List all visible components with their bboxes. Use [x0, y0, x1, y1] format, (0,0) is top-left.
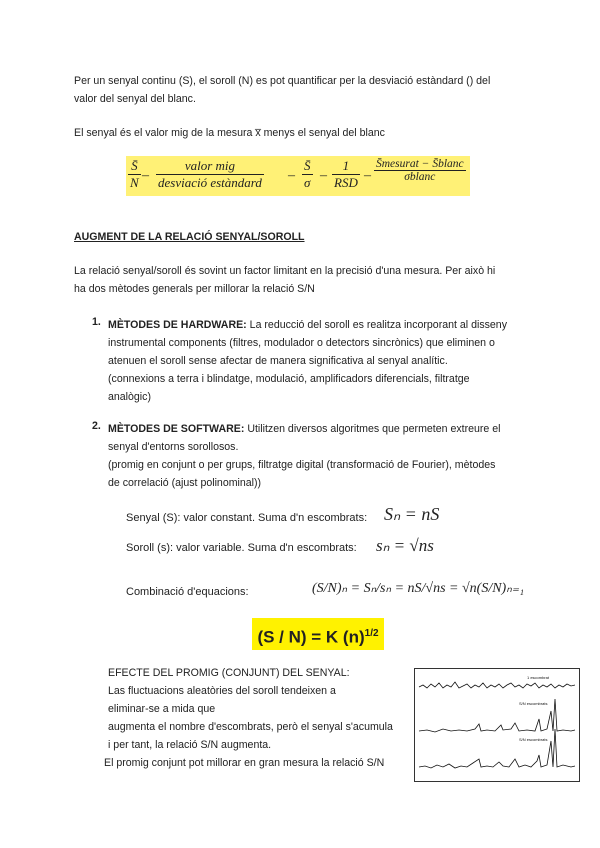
- equals-3: –: [320, 168, 327, 183]
- equals-2: –: [288, 168, 295, 183]
- list-item-1-line-1: MÈTODES DE HARDWARE: La reducció del soroll es realitza incorporant al disseny: [108, 319, 507, 331]
- section-heading: AUGMENT DE LA RELACIÓ SENYAL/SOROLL: [74, 231, 305, 243]
- graph-label-1: 1 escombrat: [527, 675, 550, 680]
- fraction-one-over-rsd: 1 RSD: [334, 158, 358, 190]
- graph-label-3: S/N escombrats: [519, 737, 548, 742]
- equals-1: –: [142, 168, 149, 183]
- promig-line-4: augmenta el nombre d'escombrats, però el senyal s'acumula: [108, 721, 393, 733]
- combination-label: Combinació d'equacions:: [126, 586, 249, 598]
- trace-3-escombrats: [419, 729, 575, 768]
- list-item-1-line-5: analògic): [108, 391, 151, 403]
- list-number-2: 2.: [92, 420, 101, 432]
- fraction-blank: S̄mesurat − S̄blanc σblanc: [376, 158, 464, 183]
- promig-line-6: El promig conjunt pot millorar en gran mesura la relació S/N: [104, 757, 385, 769]
- promig-line-2: Las fluctuacions aleatòries del soroll tendeixen a: [108, 685, 336, 697]
- soroll-equation: sₙ = √ns: [376, 536, 434, 555]
- senyal-equation: Sₙ = nS: [384, 504, 440, 524]
- list-item-2-line-3: (promig en conjunt o per grups, filtratge digital (transformació de Fourier), mètodes: [108, 459, 496, 471]
- fraction-mean-over-sd: valor mig desviació estàndard: [158, 158, 262, 190]
- intro-line-3: El senyal és el valor mig de la mesura x̅ menys el senyal del blanc: [74, 127, 385, 139]
- list-item-1-line-3: atenuen el soroll sense afectar de manera significativa al senyal analític.: [108, 355, 448, 367]
- list-number-1: 1.: [92, 316, 101, 328]
- combination-equation: (S/N)ₙ = Sₙ/sₙ = nS/√ns = √n(S/N)ₙ₌₁: [312, 581, 525, 596]
- fraction-s-over-n: $\frac{S̄}{N}$: [130, 158, 139, 190]
- soroll-label: Soroll (s): valor variable. Suma d'n escombrats:: [126, 542, 357, 554]
- graph-label-2: S/N escombrats: [519, 701, 548, 706]
- trace-2-escombrats: [419, 699, 575, 732]
- list-item-1-line-4: (connexions a terra i blindatge, modulació, amplificadors diferencials, filtratge: [108, 373, 470, 385]
- intro-line-2: valor del senyal del blanc.: [74, 93, 196, 105]
- signal-formula: [126, 156, 470, 196]
- equals-4: –: [364, 168, 371, 183]
- intro-line-1: Per un senyal continu (S), el soroll (N) es pot quantificar per la desviació estàndard () del: [74, 75, 491, 87]
- promig-line-3: eliminar-se a mida que: [108, 703, 216, 715]
- list-item-2-line-1: MÈTODES DE SOFTWARE: Utilitzen diversos algoritmes que permeten extreure el: [108, 423, 501, 435]
- fraction-s-over-sigma: $\frac{S̄}{\sigma}$: [304, 158, 311, 190]
- list-item-2-line-2: senyal d'entorns sorollosos.: [108, 441, 239, 453]
- senyal-label: Senyal (S): valor constant. Suma d'n escombrats:: [126, 512, 368, 524]
- hardware-title: MÈTODES DE HARDWARE:: [108, 319, 247, 331]
- promig-line-1: EFECTE DEL PROMIG (CONJUNT) DEL SENYAL:: [108, 667, 350, 679]
- sn-highlight: (S / N) = K $(n)^{1/2}$: [252, 618, 384, 650]
- section-paragraph-1: La relació senyal/soroll és sovint un factor limitant en la precisió d'una mesura. Per això hi: [74, 265, 496, 277]
- signal-averaging-figure: [414, 668, 580, 782]
- list-item-1-line-2: instrumental components (filtres, modulador o detectors sincrònics) que eliminen o: [108, 337, 495, 349]
- trace-1-escombrat: [419, 682, 575, 688]
- promig-line-5: i per tant, la relació S/N augmenta.: [108, 739, 272, 751]
- list-item-2-line-4: de correlació (ajust polinominal)): [108, 477, 262, 489]
- software-title: MÈTODES DE SOFTWARE:: [108, 423, 245, 435]
- section-paragraph-2: ha dos mètodes generals per millorar la relació S/N: [74, 283, 315, 295]
